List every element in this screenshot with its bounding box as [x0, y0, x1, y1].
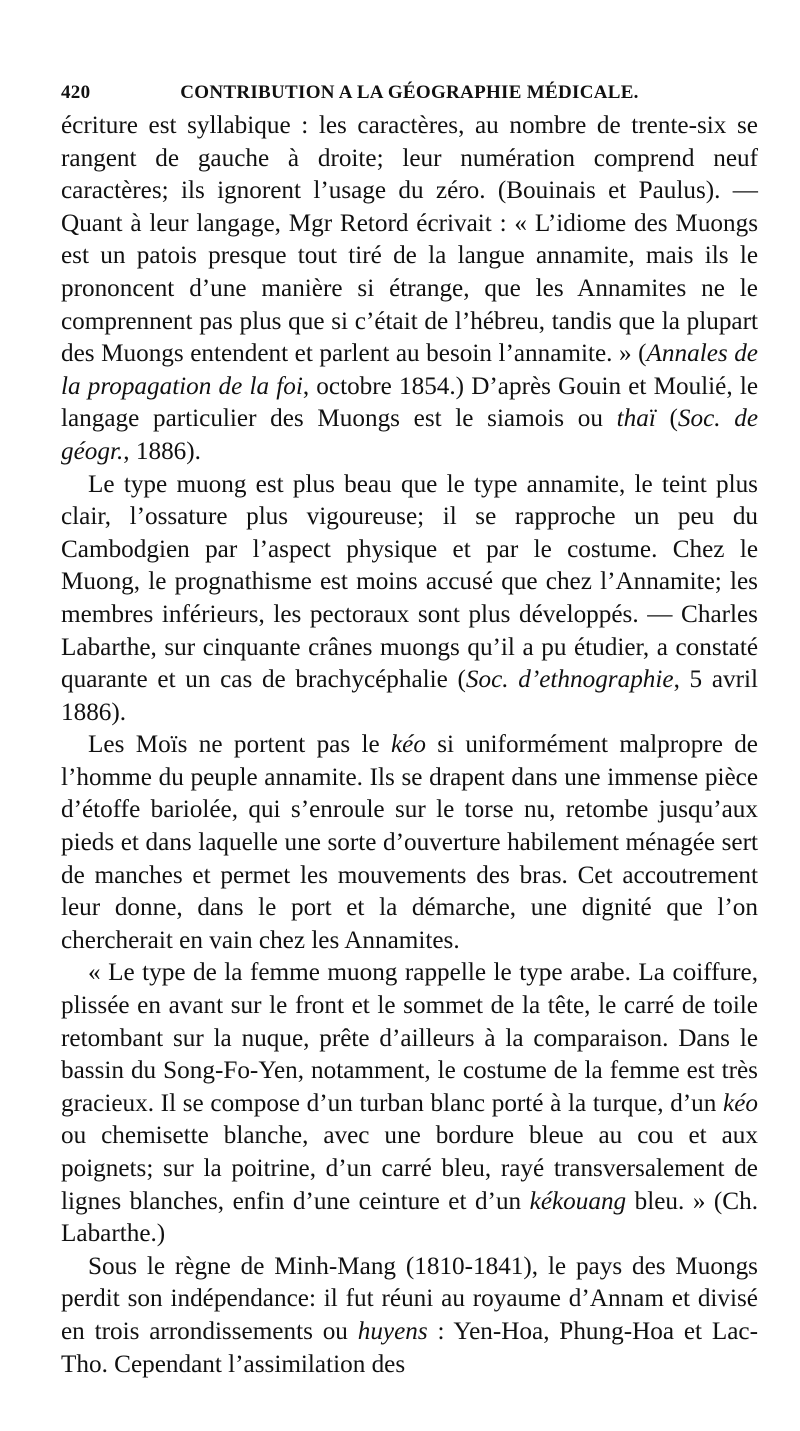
text-run: Sous le règne de Minh-Mang (1810-1841), le pays des Muongs perdit son indépendance: il fut réuni au royaume d’Annam et divisé en trois arrondissements ou	[61, 1252, 758, 1345]
text-run: écriture est syllabique : les caractères, au nombre de trente-six se rangent de gauche à droite; leur numération comprend neuf caractères; ils ignorent l’usage du zéro. (Bouinais et Paulus). — Quant à leur langage, Mgr Retord écrivait : « L’idiome des Muongs est un patois presque tout tiré de la langue annamite, mais ils le prononcent d’une manière si étrange, que les Annamites ne le comprennent pas plus que si c’était de l’hébreu, tandis que la plupart des Muongs entendent et parlent au besoin l’annamite. » (	[61, 112, 758, 368]
text-run: : Yen-Hoa, Phung-Hoa et Lac-Tho. Cependant l’assimilation des	[61, 1317, 759, 1378]
running-head	[61, 82, 758, 104]
italic-text: kéo	[390, 731, 426, 759]
italic-text: Soc. d’ethnographie	[465, 666, 674, 694]
italic-text: kékouang	[529, 1187, 627, 1215]
text-run: ou chemisette blanche, avec une bordure bleue au cou et aux poignets; sur la poitrine, d’un carré bleu, rayé transversalement de lignes blanches, enfin d’une ceinture et d’un	[61, 1122, 758, 1215]
text-run: (	[655, 405, 678, 433]
italic-text: huyens	[357, 1317, 428, 1345]
italic-text: kéo	[723, 1089, 758, 1117]
italic-text: Soc. de géogr.	[61, 405, 758, 465]
text-run: Les Moïs ne portent pas le	[88, 731, 391, 759]
page-number: 420	[61, 82, 91, 103]
body-text	[61, 110, 758, 1381]
italic-text: thaï	[616, 405, 656, 433]
italic-text: Annales de la propagation de la foi	[61, 340, 758, 400]
running-title: CONTRIBUTION A LA GÉOGRAPHIE MÉDICALE.	[180, 82, 639, 103]
text-run: Le type muong est plus beau que le type annamite, le teint plus clair, l’ossature plus vigoureuse; il se rapproche un peu du Cambodgien par l’aspect physique et par le costume. Chez le Muong, le prognathisme est moins accusé que chez l’Annamite; les membres inférieurs, les pectoraux sont plus développés. — Charles Labarthe, sur cinquante crânes muongs qu’il a pu étudier, a constaté quarante et un cas de brachycéphalie (	[61, 470, 758, 694]
text-run: « Le type de la femme muong rappelle le type arabe. La coiffure, plissée en avant sur le front et le sommet de la tête, le carré de toile retombant sur la nuque, prête d’ailleurs à la comparaison. Dans le bassin du Song-Fo-Yen, notamment, le costume de la femme est très gracieux. Il se compose d’un turban blanc porté à la turque, d’un	[61, 959, 758, 1117]
text-run: si uniformément malpropre de l’homme du peuple annamite. Ils se drapent dans une immense pièce d’étoffe bariolée, qui s’enroule sur le torse nu, retombe jusqu’aux pieds et dans laquelle une sorte d’ouverture habilement ménagée sert de manches et permet les mouvements des bras. Cet accoutrement leur donne, dans le port et la démarche, une dignité que l’on chercherait en vain chez les Annamites.	[61, 731, 758, 954]
paragraph	[61, 729, 758, 957]
text-run: , 1886).	[123, 437, 201, 465]
paragraph	[61, 1251, 758, 1381]
text-run: , 5 avril 1886).	[61, 666, 758, 726]
paragraph	[61, 469, 758, 730]
paragraph	[61, 110, 758, 469]
text-run: , octobre 1854.) D’après Gouin et Moulié, le langage particulier des Muongs est le siamois ou	[61, 372, 758, 433]
paragraph	[61, 957, 758, 1250]
text-run: bleu. » (Ch. Labarthe.)	[61, 1187, 758, 1248]
